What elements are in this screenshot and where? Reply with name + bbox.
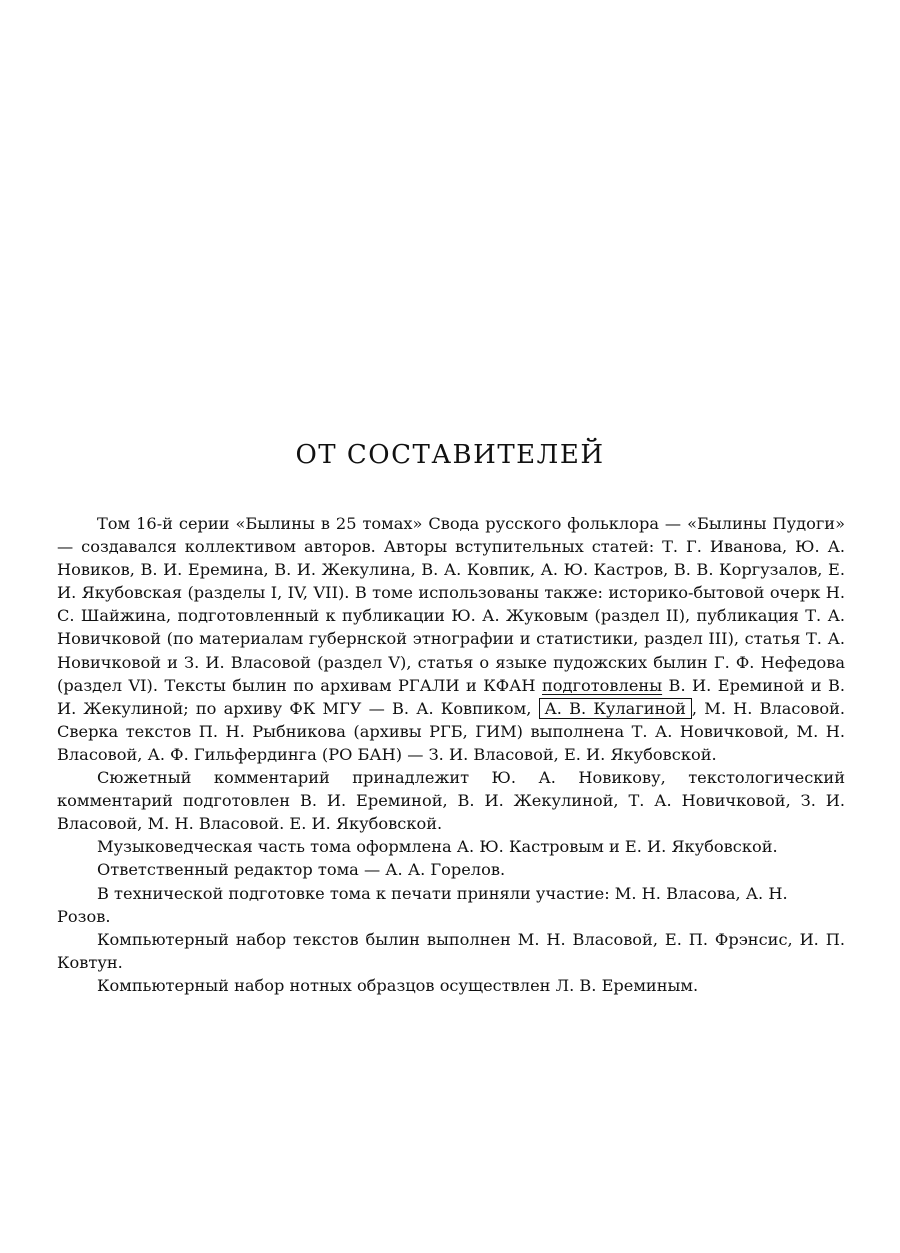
page-title: ОТ СОСТАВИТЕЛЕЙ (295, 440, 605, 470)
paragraph-authors (57, 512, 845, 766)
paragraph-typesetting: Компьютерный набор текстов былин выполнен М. Н. Власовой, Е. П. Фрэнсис, И. П. Ковтун. (57, 929, 845, 972)
boxed-name: А. В. Кулагиной (539, 698, 692, 719)
paragraph-authors-text-a: Том 16-й серии «Былины в 25 томах» Свода русского фольклора — «Былины Пудоги» — создавался коллективом авторов. Авторы вступительных статей: Т. Г. Иванова, Ю. А. Новиков, В. И. Еремина, В. И. Жекулина, В. А. Ковпик, А. Ю. Кастров, В. В. Коргузалов, Е. И. Якубовская (разделы I, IV, VII). В томе использованы также: историко-бытовой очерк Н. С. Шайжина, подготовленный к публикации Ю. А. Жуковым (раздел II), публикация Т. А. Новичковой (по материалам губернской этнографии и статистики, раздел III), статья Т. А. Новичковой и З. И. Власовой (раздел V), статья о языке пудожских былин Г. Ф. Нефедова (раздел VI). Тексты былин по архивам РГАЛИ и КФАН (57, 514, 845, 695)
paragraph-music-typesetting: Компьютерный набор нотных образцов осуществлен Л. В. Ереминым. (97, 975, 699, 995)
paragraph-commentary: Сюжетный комментарий принадлежит Ю. А. Новикову, текстологический комментарий подготовлен В. И. Ереминой, В. И. Жекулиной, Т. А. Новичковой, З. И. Власовой, М. Н. Власовой. Е. И. Якубовской. (57, 768, 845, 834)
paragraph-authors-text-b: В. И. Ереминой и В. И. Жекулиной; по архиву ФК МГУ — В. А. Ковпиком, (57, 675, 845, 718)
paragraph-technical: В технической подготовке тома к печати приняли участие: М. Н. Власова, А. Н. Розов. (57, 883, 788, 926)
paragraph-authors-text-c: , М. Н. Власовой. Сверка текстов П. Н. Рыбникова (архивы РГБ, ГИМ) выполнена Т. А. Новичковой, М. Н. Власовой, А. Ф. Гильфердинга (РО БАН) — З. И. Власовой, Е. И. Якубовской. (57, 698, 846, 764)
document-body (57, 512, 845, 997)
underlined-word: подготовлены (542, 675, 663, 695)
paragraph-music: Музыковедческая часть тома оформлена А. Ю. Кастровым и Е. И. Якубовской. (97, 837, 778, 857)
paragraph-editor: Ответственный редактор тома — А. А. Горелов. (97, 860, 506, 880)
